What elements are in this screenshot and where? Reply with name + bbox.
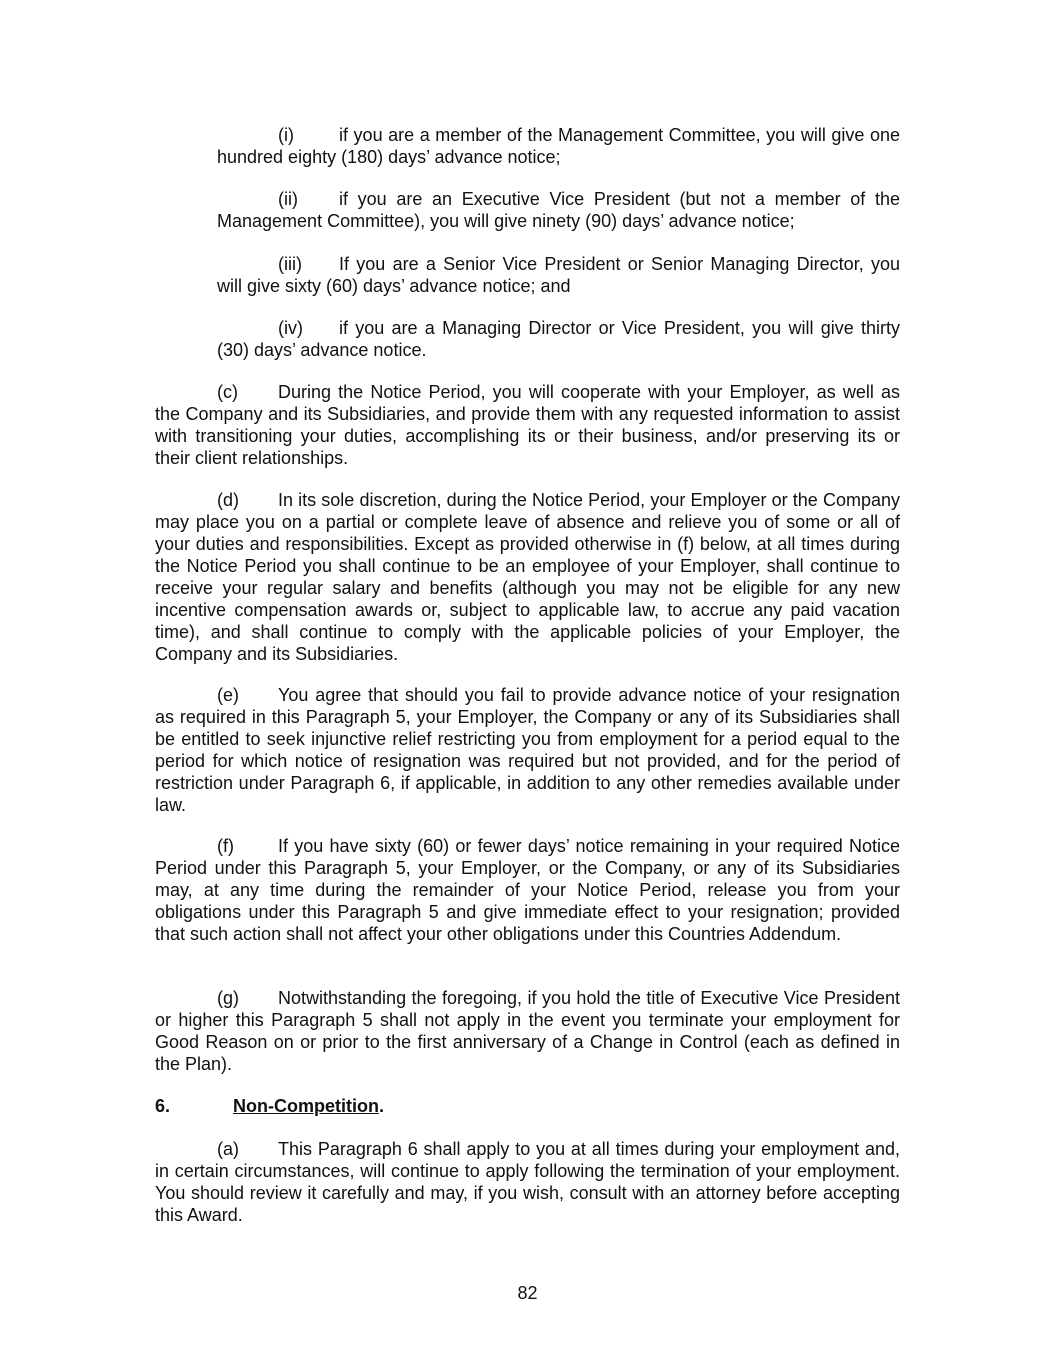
paragraph-label: (f) (217, 836, 234, 856)
paragraph-text: This Paragraph 6 shall apply to you at all times during your employment and, in certain circumstances, will continue to apply following the termination of your employment. You should review it carefully and may, if you wish, consult with an attorney before accepting this Award. (155, 1139, 900, 1225)
paragraph-label: (g) (217, 988, 239, 1008)
paragraph-g (155, 987, 900, 1075)
subitem-label: (iii) (278, 254, 302, 274)
subitem-i (217, 124, 900, 168)
paragraph-e (155, 684, 900, 816)
paragraph-text: You agree that should you fail to provide advance notice of your resignation as required in this Paragraph 5, your Employer, the Company or any of its Subsidiaries shall be entitled to seek injunctive relief restricting you from employment for a period equal to the period for which notice of resignation was required but not provided, and for the period of restriction under Paragraph 6, if applicable, in addition to any other remedies available under law. (155, 685, 900, 815)
section-number: 6. (155, 1096, 171, 1116)
subitem-text: if you are an Executive Vice President (but not a member of the Management Committee), you will give ninety (90) days’ advance notice; (217, 189, 900, 231)
subitem-label: (iv) (278, 318, 303, 338)
paragraph-label: (a) (217, 1139, 239, 1159)
paragraph-label: (c) (217, 382, 238, 402)
subitem-text: if you are a member of the Management Committee, you will give one hundred eighty (180) days’ advance notice; (217, 125, 900, 167)
page-number: 82 (517, 1283, 538, 1303)
subitem-iv (217, 317, 900, 361)
section-heading (155, 1095, 384, 1117)
section-title-period: . (378, 1096, 384, 1116)
subitem-label: (ii) (278, 189, 298, 209)
paragraph-text: If you have sixty (60) or fewer days’ notice remaining in your required Notice Period under this Paragraph 5, your Employer, or the Company, or any of its Subsidiaries may, at any time during the remainder of your Notice Period, release you from your obligations under this Paragraph 5 and give immediate effect to your resignation; provided that such action shall not affect your other obligations under this Countries Addendum. (155, 836, 900, 944)
paragraph-label: (e) (217, 685, 239, 705)
subitem-text: If you are a Senior Vice President or Senior Managing Director, you will give sixty (60) days’ advance notice; and (217, 254, 900, 296)
subitem-iii (217, 253, 900, 297)
subitem-ii (217, 188, 900, 232)
paragraph-6a (155, 1138, 900, 1226)
paragraph-label: (d) (217, 490, 239, 510)
paragraph-text: Notwithstanding the foregoing, if you hold the title of Executive Vice President or higher this Paragraph 5 shall not apply in the event you terminate your employment for Good Reason on or prior to the first anniversary of a Change in Control (each as defined in the Plan). (155, 988, 900, 1074)
paragraph-text: During the Notice Period, you will cooperate with your Employer, as well as the Company and its Subsidiaries, and provide them with any requested information to assist with transitioning your duties, accomplishing its or their business, and/or preserving its or their client relationships. (155, 382, 900, 468)
paragraph-d (155, 489, 900, 665)
subitem-label: (i) (278, 125, 294, 145)
section-title: Non-Competition (233, 1096, 379, 1116)
paragraph-text: In its sole discretion, during the Notice Period, your Employer or the Company may place you on a partial or complete leave of absence and relieve you of some or all of your duties and responsibilities. Except as provided otherwise in (f) below, at all times during the Notice Period you shall continue to be an employee of your Employer, shall continue to receive your regular salary and benefits (although you may not be eligible for any new incentive compensation awards or, subject to applicable law, to accrue any paid vacation time), and shall continue to comply with the applicable policies of your Employer, the Company and its Subsidiaries. (155, 490, 900, 664)
subitem-text: if you are a Managing Director or Vice President, you will give thirty (30) days’ advance notice. (217, 318, 900, 360)
paragraph-c (155, 381, 900, 469)
paragraph-f (155, 835, 900, 945)
